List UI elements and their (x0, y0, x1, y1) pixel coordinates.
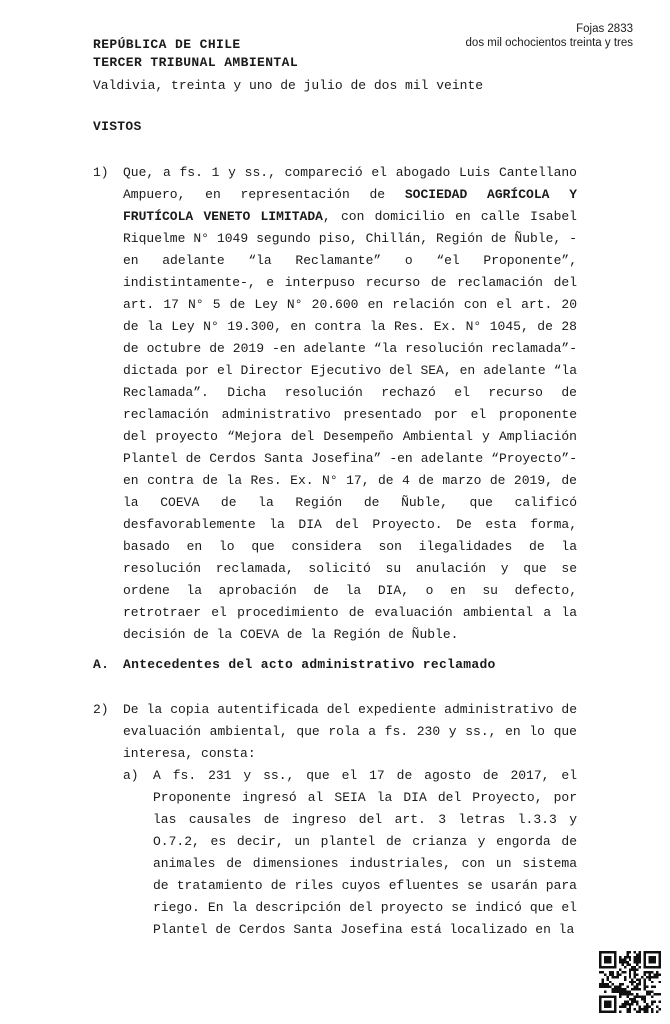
dateline: Valdivia, treinta y uno de julio de dos mil veinte (93, 78, 484, 93)
section-a-letter: A. (93, 657, 110, 672)
fojas-stamp (466, 23, 633, 50)
paragraph-2-intro: De la copia autentificada del expediente administrativo de evaluación ambiental, que rola a fs. 230 y ss., en lo que interesa, consta: (123, 702, 577, 761)
vistos-heading: VISTOS (93, 119, 142, 134)
paragraph-1-number: 1) (93, 165, 109, 180)
letterhead-country: REPÚBLICA DE CHILE (93, 37, 241, 52)
section-a-title: Antecedentes del acto administrativo reclamado (123, 657, 496, 672)
paragraph-1-text (123, 162, 577, 646)
list-item-a (123, 765, 577, 941)
tribunal-letterhead (93, 36, 298, 71)
section-a-heading (93, 654, 577, 676)
paragraph-1 (93, 162, 577, 646)
qr-code-icon (598, 949, 662, 1015)
item-a-text: A fs. 231 y ss., que el 17 de agosto de 2017, el Proponente ingresó al SEIA la DIA del Proyecto, por las causales de ingreso del art. 3 letras l.3.3 y O.7.2, es decir, un plantel de crianza y engorda de animales de dimensiones industriales, con un sistema de tratamiento de riles cuyos efluentes se usarán para riego. En la descripción del proyecto se indicó que el Plantel de Cerdos Santa Josefina está localizado en la (153, 768, 577, 937)
paragraph-1-text-rest: , con domicilio en calle Isabel Riquelme N° 1049 segundo piso, Chillán, Región de Ñuble, -en adelante “la Reclamante” o “el Proponente”, indistintamente-, e interpuso recurso de reclamación del art. 17 N° 5 de Ley N° 20.600 en relación con el art. 20 de la Ley N° 19.300, en contra la Res. Ex. N° 1045, de 28 de octubre de 2019 -en adelante “la resolución reclamada”- dictada por el Director Ejecutivo del SEA, en adelante “la Reclamada”. Dicha resolución rechazó el recurso de reclamación administrativo presentado por el proponente del proyecto “Mejora del Desempeño Ambiental y Ampliación Plantel de Cerdos Santa Josefina” -en adelante “Proyecto”- en contra de la Res. Ex. N° 17, de 4 de marzo de 2019, de la COEVA de la Región de Ñuble, que calificó desfavorablemente la DIA del Proyecto. De esta forma, basado en lo que considera son ilegalidades de la resolución reclamada, solicitó su anulación y que se ordene la aprobación de la DIA, o en su defecto, retrotraer el procedimiento de evaluación ambiental a la decisión de la COEVA de la Región de Ñuble. (123, 209, 577, 642)
paragraph-2-number: 2) (93, 702, 109, 717)
item-a-marker: a) (123, 768, 139, 783)
paragraph-1-text-start: Que, a fs. 1 y ss., compareció el abogado Luis Cantellano Ampuero, en representación de (123, 165, 577, 202)
fojas-number: Fojas 2833 (576, 23, 633, 35)
fojas-words: dos mil ochocientos treinta y tres (465, 36, 633, 49)
claimant-company-name: SOCIEDAD AGRÍCOLA Y FRUTÍCOLA VENETO LIMITADA (123, 187, 577, 224)
paragraph-2 (93, 699, 577, 941)
letterhead-tribunal: TERCER TRIBUNAL AMBIENTAL (93, 54, 299, 70)
